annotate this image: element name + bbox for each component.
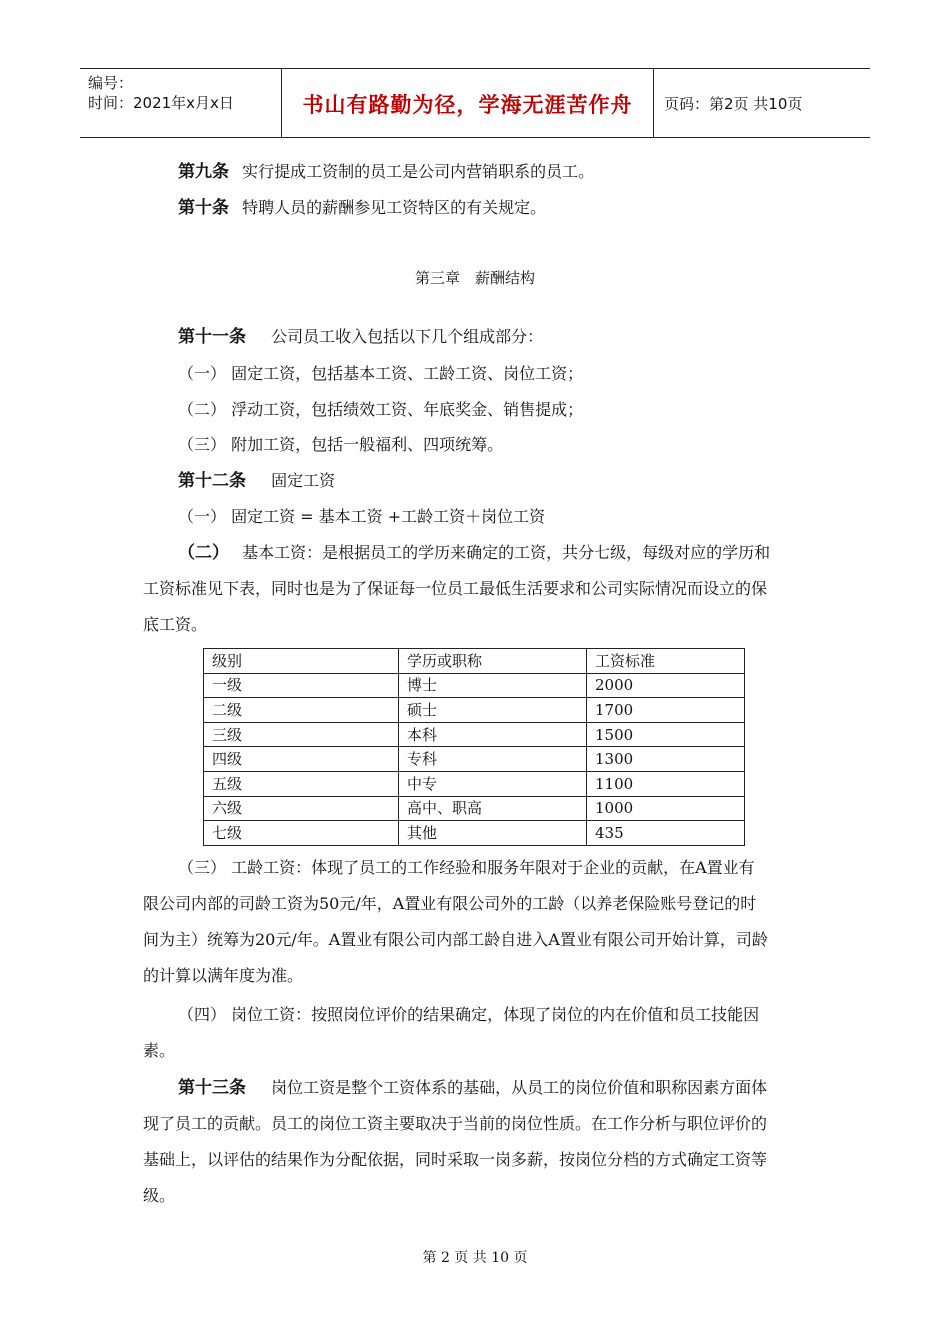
doc-time-label: 时间：2021年x月x日	[88, 94, 234, 112]
article-10-label: 第十条	[178, 198, 229, 218]
article-12-label: 第十二条	[178, 471, 246, 491]
article-12-item-2-line-1: 基本工资：是根据员工的学历来确定的工资，共分七级，每级对应的学历和	[242, 543, 771, 562]
header-motto: 书山有路勤为径，学海无涯苦作舟	[282, 69, 654, 137]
article-11-label: 第十一条	[178, 327, 246, 347]
article-10	[178, 198, 546, 218]
table-cell: 专科	[399, 747, 587, 772]
page-header	[80, 68, 870, 138]
table-cell: 一级	[204, 673, 399, 698]
table-cell: 2000	[587, 673, 745, 698]
article-11-item-3: （三） 附加工资，包括一般福利、四项统筹。	[178, 435, 504, 454]
article-12-text: 固定工资	[271, 471, 336, 490]
article-9-label: 第九条	[178, 162, 229, 182]
table-row	[204, 747, 745, 772]
table-cell: 1300	[587, 747, 745, 772]
table-row	[204, 698, 745, 723]
table-cell: 1100	[587, 771, 745, 796]
table-cell: 二级	[204, 698, 399, 723]
article-11-item-2: （二） 浮动工资，包括绩效工资、年底奖金、销售提成；	[178, 400, 584, 419]
article-10-text: 特聘人员的薪酬参见工资特区的有关规定。	[242, 198, 547, 217]
table-cell: 硕士	[399, 698, 587, 723]
article-13-line-4: 级。	[143, 1186, 176, 1205]
doc-code-label: 编号：	[88, 74, 134, 92]
table-cell: 1500	[587, 722, 745, 747]
article-12-item-2-label: （二）	[178, 543, 229, 563]
seniority-line-1: （三） 工龄工资：体现了员工的工作经验和服务年限对于企业的贡献，在A置业有	[178, 858, 755, 877]
article-9	[178, 162, 594, 182]
chapter-title: 第三章 薪酬结构	[414, 269, 535, 287]
table-header-row	[204, 649, 745, 674]
table-cell: 其他	[399, 821, 587, 846]
table-row	[204, 722, 745, 747]
page-footer: 第 2 页 共 10 页	[422, 1250, 528, 1266]
article-13-line-2: 现了员工的贡献。员工的岗位工资主要取决于当前的岗位性质。在工作分析与职位评价的	[143, 1114, 768, 1133]
table-header-cell: 学历或职称	[399, 649, 587, 674]
table-cell: 博士	[399, 673, 587, 698]
article-13-label: 第十三条	[178, 1078, 246, 1098]
position-pay-line-1: （四） 岗位工资：按照岗位评价的结果确定，体现了岗位的内在价值和员工技能因	[178, 1005, 760, 1024]
article-12-item-2	[178, 543, 770, 563]
table-header-cell: 工资标准	[587, 649, 745, 674]
table-cell: 1700	[587, 698, 745, 723]
table-cell: 六级	[204, 796, 399, 821]
header-page-label: 页码：第2页 共10页	[664, 94, 803, 113]
table-header-cell: 级别	[204, 649, 399, 674]
article-11-text: 公司员工收入包括以下几个组成部分：	[271, 327, 544, 346]
article-12-item-2-line-3: 底工资。	[143, 615, 208, 634]
article-9-text: 实行提成工资制的员工是公司内营销职系的员工。	[242, 162, 595, 181]
article-13-line-3: 基础上，以评估的结果作为分配依据，同时采取一岗多薪，按岗位分档的方式确定工资等	[143, 1150, 768, 1169]
salary-table	[203, 648, 745, 846]
article-12-item-1: （一） 固定工资 = 基本工资 +工龄工资＋岗位工资	[178, 507, 546, 526]
article-13	[178, 1078, 767, 1098]
seniority-line-4: 的计算以满年度为准。	[143, 966, 304, 985]
table-cell: 高中、职高	[399, 796, 587, 821]
position-pay-line-2: 素。	[143, 1041, 176, 1060]
seniority-line-2: 限公司内部的司龄工资为50元/年，A置业有限公司外的工龄（以养老保险账号登记的时	[143, 894, 757, 913]
table-cell: 本科	[399, 722, 587, 747]
table-cell: 435	[587, 821, 745, 846]
article-12	[178, 471, 335, 491]
table-cell: 三级	[204, 722, 399, 747]
table-cell: 四级	[204, 747, 399, 772]
table-row	[204, 673, 745, 698]
article-11-item-1: （一） 固定工资，包括基本工资、工龄工资、岗位工资；	[178, 364, 584, 383]
article-11	[178, 327, 543, 347]
header-meta	[80, 69, 282, 137]
table-cell: 五级	[204, 771, 399, 796]
seniority-line-3: 间为主）统筹为20元/年。A置业有限公司内部工龄自进入A置业有限公司开始计算，司龄	[143, 930, 768, 949]
table-cell: 七级	[204, 821, 399, 846]
article-12-item-2-line-2: 工资标准见下表，同时也是为了保证每一位员工最低生活要求和公司实际情况而设立的保	[143, 579, 768, 598]
table-cell: 中专	[399, 771, 587, 796]
article-13-line-1: 岗位工资是整个工资体系的基础，从员工的岗位价值和职称因素方面体	[271, 1078, 768, 1097]
table-cell: 1000	[587, 796, 745, 821]
table-row	[204, 771, 745, 796]
table-row	[204, 821, 745, 846]
table-row	[204, 796, 745, 821]
